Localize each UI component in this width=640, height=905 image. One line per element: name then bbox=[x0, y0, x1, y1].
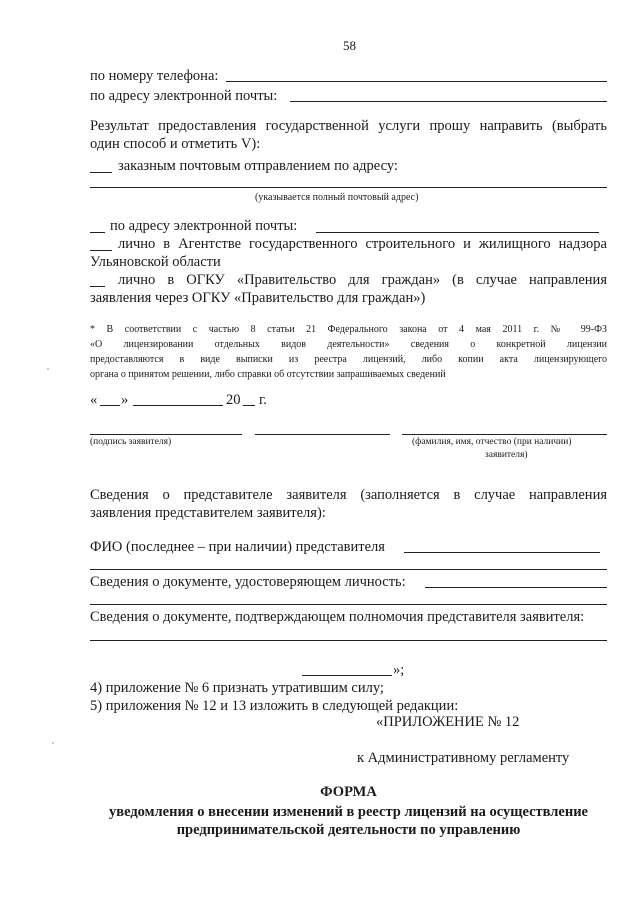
phone-label: по номеру телефона: bbox=[90, 68, 219, 84]
appendix-subtitle: к Административному регламенту bbox=[357, 750, 570, 766]
closing-blank-line bbox=[302, 675, 392, 676]
email-field-line[interactable] bbox=[290, 101, 607, 102]
date-open-quote: « bbox=[90, 392, 98, 408]
date-close-quote: » bbox=[121, 392, 129, 408]
agency-option-line-2: Ульяновской области bbox=[90, 254, 221, 270]
representative-intro-1: Сведения о представителе заявителя (заполняется в случае направления bbox=[90, 487, 607, 503]
footnote-line-1: * В соответствии с частью 8 статьи 21 Федерального закона от 4 мая 2011 г. № 99-ФЗ bbox=[90, 324, 607, 335]
form-subtitle-1: уведомления о внесении изменений в реестр лицензий на осуществление bbox=[109, 804, 588, 820]
date-year-suffix: г. bbox=[259, 392, 267, 408]
id-document-label: Сведения о документе, удостоверяющем личность: bbox=[90, 574, 406, 590]
signature-middle-line[interactable] bbox=[255, 434, 390, 435]
mail-address-line[interactable] bbox=[90, 187, 607, 188]
form-subtitle-2: предпринимательской деятельности по управлению bbox=[176, 822, 521, 838]
applicant-name-line[interactable] bbox=[402, 434, 607, 435]
amendment-item-5: 5) приложения № 12 и 13 изложить в следующей редакции: bbox=[90, 698, 459, 714]
id-document-line-2[interactable] bbox=[90, 604, 607, 605]
scan-speck bbox=[47, 368, 49, 370]
id-document-line[interactable] bbox=[425, 587, 607, 588]
ogku-option-line-1: лично в ОГКУ «Правительство для граждан» (в случае направления bbox=[118, 272, 607, 288]
representative-intro-2: заявления представителем заявителя): bbox=[90, 505, 326, 521]
email-label: по адресу электронной почты: bbox=[90, 88, 278, 104]
form-title: ФОРМА bbox=[320, 784, 377, 800]
ogku-checkbox-line[interactable] bbox=[90, 286, 105, 287]
authority-document-label: Сведения о документе, подтверждающем полномочия представителя заявителя: bbox=[90, 609, 585, 625]
footnote-line-4: органа о принятом решении, либо справки об отсутствии запрашиваемых сведений bbox=[90, 369, 446, 380]
representative-fio-line[interactable] bbox=[404, 552, 600, 553]
agency-checkbox-line[interactable] bbox=[90, 250, 112, 251]
email-option-label: по адресу электронной почты: bbox=[110, 218, 298, 234]
mail-checkbox-line[interactable] bbox=[90, 172, 112, 173]
email-option-field-line[interactable] bbox=[316, 232, 599, 233]
result-line-1: Результат предоставления государственной услуги прошу направить (выбрать bbox=[90, 118, 607, 134]
date-day-line[interactable] bbox=[100, 405, 120, 406]
appendix-title: «ПРИЛОЖЕНИЕ № 12 bbox=[376, 714, 520, 730]
scan-speck bbox=[52, 742, 54, 744]
authority-document-line[interactable] bbox=[90, 640, 607, 641]
mail-address-hint: (указывается полный почтовый адрес) bbox=[255, 192, 419, 203]
applicant-name-label-2: заявителя) bbox=[485, 450, 528, 460]
applicant-name-label-1: (фамилия, имя, отчество (при наличии) bbox=[412, 437, 572, 447]
date-month-line[interactable] bbox=[133, 405, 223, 406]
result-line-2: один способ и отметить V): bbox=[90, 136, 261, 152]
signature-line[interactable] bbox=[90, 434, 242, 435]
closing-quote: »; bbox=[393, 662, 405, 678]
email-checkbox-line[interactable] bbox=[90, 232, 105, 233]
signature-label: (подпись заявителя) bbox=[90, 437, 172, 447]
mail-option-label: заказным почтовым отправлением по адресу: bbox=[118, 158, 398, 174]
representative-fio-line-2[interactable] bbox=[90, 569, 607, 570]
amendment-item-4: 4) приложение № 6 признать утратившим силу; bbox=[90, 680, 384, 696]
phone-field-line[interactable] bbox=[226, 81, 607, 82]
date-year-prefix: 20 bbox=[226, 392, 241, 408]
page-number: 58 bbox=[343, 38, 356, 53]
footnote-line-2: «О лицензировании отдельных видов деятельности» сведения о конкретной лицензии bbox=[90, 339, 607, 350]
footnote-line-3: предоставляются в виде выписки из реестра лицензий, либо копии акта лицензирующего bbox=[90, 354, 607, 365]
agency-option-line-1: лично в Агентстве государственного строительного и жилищного надзора bbox=[118, 236, 607, 252]
representative-fio-label: ФИО (последнее – при наличии) представителя bbox=[90, 539, 385, 555]
ogku-option-line-2: заявления через ОГКУ «Правительство для граждан») bbox=[90, 290, 426, 306]
date-year-line[interactable] bbox=[243, 405, 255, 406]
